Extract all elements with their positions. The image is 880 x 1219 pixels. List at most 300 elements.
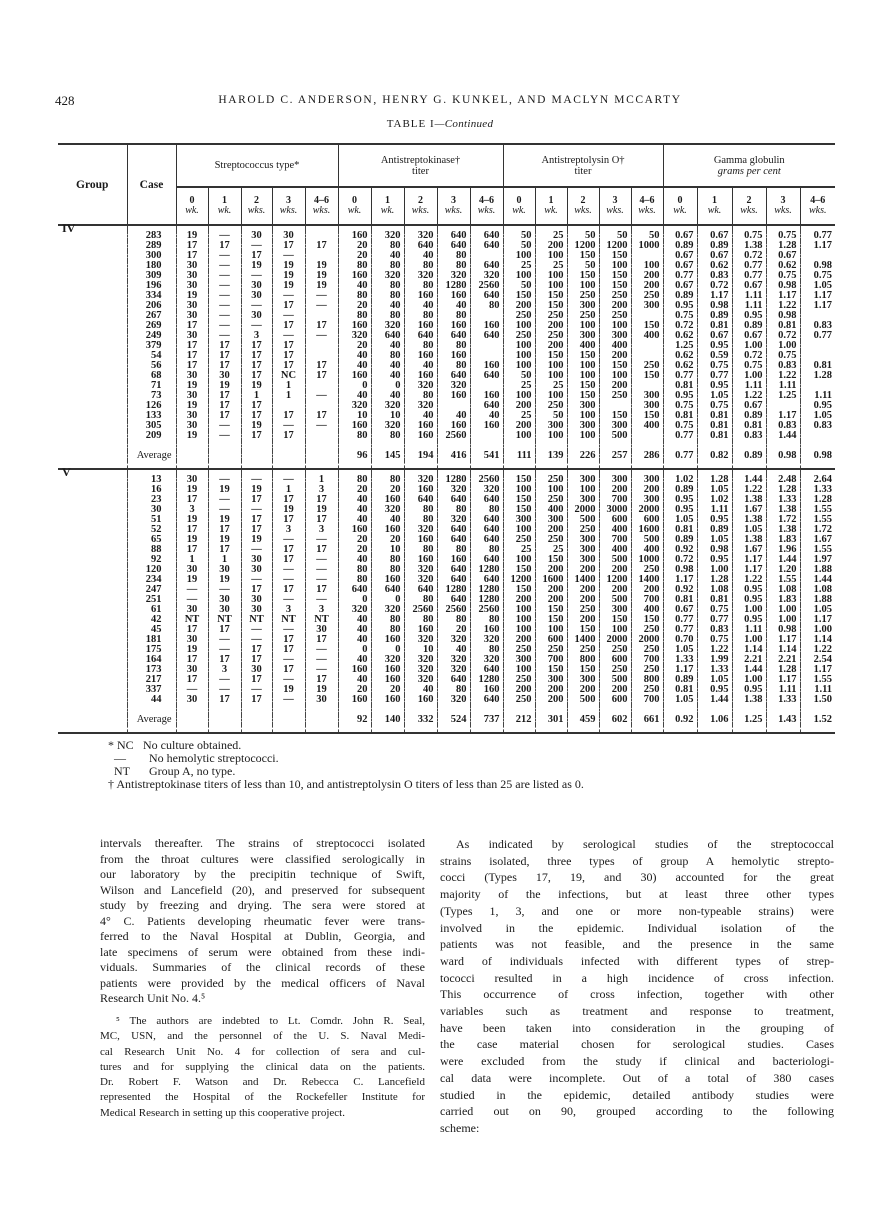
antistreptolysin-cell: 200 — [599, 351, 631, 361]
antistreptolysin-cell: 250 — [535, 401, 567, 411]
average-cell: 0.77 — [663, 451, 697, 461]
antistreptolysin-cell: 500 — [599, 555, 631, 565]
empty-cell — [305, 705, 338, 715]
gamma-globulin-cell: 1.38 — [766, 505, 800, 515]
antistreptolysin-cell: 150 — [503, 291, 535, 301]
antistreptolysin-cell: 250 — [631, 291, 663, 301]
antistreptokinase-cell: 320 — [338, 605, 371, 615]
strep-type-cell: — — [272, 655, 305, 665]
gamma-globulin-cell — [800, 431, 835, 441]
antistreptokinase-cell: 40 — [371, 371, 404, 381]
week-unit: wk. — [380, 205, 395, 216]
antistreptokinase-cell: 640 — [437, 241, 470, 251]
antistreptolysin-cell: 150 — [567, 271, 599, 281]
gamma-globulin-cell: 0.89 — [663, 291, 697, 301]
antistreptokinase-cell: 160 — [338, 271, 371, 281]
gamma-globulin-cell: 0.81 — [663, 411, 697, 421]
gamma-globulin-cell: 2.48 — [766, 475, 800, 485]
strep-type-cell: 19 — [176, 431, 208, 441]
antistreptolysin-cell: 150 — [631, 371, 663, 381]
group-cell — [58, 391, 127, 401]
strep-type-cell: 19 — [305, 281, 338, 291]
antistreptolysin-cell: 150 — [535, 555, 567, 565]
text-line: strains isolated, three types of group A hemolytic strepto- — [440, 853, 834, 868]
gamma-globulin-cell: 1.11 — [732, 625, 766, 635]
average-cell: 1.52 — [800, 715, 835, 725]
strep-type-cell: — — [305, 595, 338, 605]
text-line: Medical Research in setting up this cooperative project. — [100, 1106, 345, 1119]
strep-type-cell: 19 — [305, 271, 338, 281]
gamma-globulin-cell: 1.25 — [766, 391, 800, 401]
gamma-globulin-cell: 1.22 — [732, 485, 766, 495]
strep-type-cell: 19 — [241, 535, 272, 545]
antistreptokinase-cell: 640 — [404, 495, 437, 505]
group-cell — [58, 615, 127, 625]
week-number: 1 — [712, 195, 717, 206]
empty-cell — [176, 461, 208, 469]
gamma-globulin-cell: 1.44 — [800, 575, 835, 585]
strep-type-cell: — — [272, 625, 305, 635]
antistreptokinase-cell: 640 — [404, 331, 437, 341]
strep-type-cell: — — [208, 505, 241, 515]
text-line: scheme: — [440, 1120, 480, 1135]
empty-cell — [470, 725, 503, 733]
antistreptokinase-cell: 80 — [371, 261, 404, 271]
antistreptolysin-cell: 100 — [567, 361, 599, 371]
strep-type-cell: 19 — [208, 535, 241, 545]
antistreptolysin-cell: 200 — [535, 321, 567, 331]
strep-type-cell: 17 — [272, 515, 305, 525]
antistreptokinase-cell: 40 — [437, 301, 470, 311]
gamma-globulin-cell: 1.00 — [766, 615, 800, 625]
antistreptolysin-cell: 100 — [535, 431, 567, 441]
antistreptokinase-cell: 80 — [338, 431, 371, 441]
antistreptolysin-title: Antistreptolysin O† — [541, 154, 625, 166]
strep-type-cell: — — [305, 555, 338, 565]
gamma-globulin-subtitle: grams per cent — [717, 165, 781, 177]
strep-type-cell: — — [272, 311, 305, 321]
strep-type-cell: 17 — [272, 411, 305, 421]
antistreptolysin-cell: 400 — [631, 605, 663, 615]
antistreptokinase-cell: 640 — [470, 535, 503, 545]
antistreptolysin-cell: 150 — [567, 251, 599, 261]
gamma-globulin-cell: 1.25 — [663, 341, 697, 351]
antistreptolysin-cell: 1200 — [503, 575, 535, 585]
ask-week-header — [338, 187, 371, 225]
gamma-globulin-cell: 0.72 — [766, 331, 800, 341]
week-unit: wks. — [247, 205, 266, 216]
antistreptokinase-cell: 640 — [371, 331, 404, 341]
antistreptolysin-cell: 300 — [631, 301, 663, 311]
group-label: IV — [62, 221, 76, 235]
strep-type-cell: 19 — [241, 485, 272, 495]
gamma-globulin-cell: 1.08 — [766, 585, 800, 595]
case-number: 283 — [127, 231, 176, 241]
average-cell — [208, 715, 241, 725]
antistreptokinase-header — [338, 144, 503, 187]
strep-type-cell: 17 — [272, 645, 305, 655]
antistreptolysin-cell: 250 — [567, 291, 599, 301]
empty-cell — [272, 705, 305, 715]
antistreptolysin-cell: 100 — [503, 351, 535, 361]
antistreptolysin-cell: 150 — [599, 271, 631, 281]
empty-cell — [503, 461, 535, 469]
empty-cell — [338, 461, 371, 469]
week-number: 3 — [780, 195, 786, 206]
text-line: ⁵ The authors are indebted to Lt. Comdr. John R. Seal, — [116, 1015, 425, 1027]
case-number: 181 — [127, 635, 176, 645]
gamma-globulin-cell: 1.17 — [800, 665, 835, 675]
average-cell: 92 — [338, 715, 371, 725]
strep-type-cell: NT — [305, 615, 338, 625]
strep-type-cell: 19 — [176, 515, 208, 525]
antistreptolysin-cell: 600 — [599, 695, 631, 705]
text-line: variables such as treatment and response to treatment, — [440, 1004, 834, 1019]
text-line: represented the Hospital of the Rockefeller Institute for — [100, 1091, 425, 1104]
antistreptolysin-cell: 250 — [599, 665, 631, 675]
gamma-globulin-cell: 1.05 — [697, 535, 732, 545]
antistreptolysin-cell: 150 — [503, 495, 535, 505]
gamma-globulin-cell: 0.83 — [766, 361, 800, 371]
case-number: 44 — [127, 695, 176, 705]
gamma-globulin-cell: 0.75 — [697, 401, 732, 411]
average-cell — [208, 451, 241, 461]
antistreptokinase-cell: 320 — [404, 665, 437, 675]
gamma-globulin-cell: 0.98 — [766, 281, 800, 291]
antistreptolysin-cell: 200 — [535, 525, 567, 535]
antistreptokinase-cell: 80 — [404, 505, 437, 515]
empty-cell — [732, 725, 766, 733]
week-unit: wks. — [638, 205, 656, 216]
antistreptolysin-cell: 100 — [503, 271, 535, 281]
antistreptokinase-cell: 40 — [404, 301, 437, 311]
empty-cell — [208, 441, 241, 451]
gamma-globulin-cell: 0.89 — [663, 241, 697, 251]
antistreptolysin-cell: 100 — [503, 361, 535, 371]
text-line: our laboratory by the precipitin technique of Swift, — [100, 867, 425, 881]
antistreptolysin-cell: 300 — [567, 675, 599, 685]
strep-type-cell: — — [208, 431, 241, 441]
gamma-globulin-cell: 0.62 — [766, 261, 800, 271]
strep-type-cell: — — [272, 251, 305, 261]
gamma-globulin-cell: 1.17 — [766, 411, 800, 421]
gamma-globulin-cell: 1.72 — [800, 525, 835, 535]
strep-type-cell: 17 — [272, 555, 305, 565]
strep-type-cell: — — [241, 545, 272, 555]
empty-cell — [599, 461, 631, 469]
gamma-globulin-cell: 0.77 — [663, 615, 697, 625]
antistreptokinase-cell: 40 — [338, 495, 371, 505]
antistreptokinase-cell: 640 — [470, 515, 503, 525]
antistreptokinase-cell: 40 — [437, 645, 470, 655]
strep-type-cell: 17 — [241, 515, 272, 525]
strep-type-cell: 17 — [208, 655, 241, 665]
gamma-globulin-cell: 1.22 — [697, 645, 732, 655]
antistreptokinase-cell — [470, 341, 503, 351]
strep-type-cell: 30 — [241, 555, 272, 565]
antistreptokinase-cell: 320 — [404, 575, 437, 585]
case-number: 209 — [127, 431, 176, 441]
empty-cell — [127, 725, 176, 733]
antistreptolysin-cell: 300 — [535, 421, 567, 431]
strep-type-cell: 30 — [208, 371, 241, 381]
case-number: 217 — [127, 675, 176, 685]
gamma-globulin-cell: 0.72 — [697, 281, 732, 291]
antistreptolysin-cell: 150 — [631, 321, 663, 331]
case-number: 247 — [127, 585, 176, 595]
gamma-globulin-cell: 0.81 — [697, 431, 732, 441]
antistreptokinase-cell: 320 — [470, 485, 503, 495]
antistreptokinase-cell: 640 — [470, 371, 503, 381]
antistreptokinase-title: Antistreptokinase† — [380, 154, 461, 166]
case-number: 249 — [127, 331, 176, 341]
case-number: 23 — [127, 495, 176, 505]
empty-cell — [241, 461, 272, 469]
strep-type-cell: 1 — [176, 555, 208, 565]
text-line: ferred to the Naval Hospital at Dublin, Georgia, and — [100, 929, 425, 943]
antistreptolysin-cell: 1400 — [567, 575, 599, 585]
text-line: Dr. Robert F. Watson and Dr. Rebecca C. Lancefield — [100, 1076, 425, 1089]
gamma-globulin-cell: 0.67 — [732, 281, 766, 291]
antistreptokinase-cell: 160 — [437, 391, 470, 401]
week-number: 2 — [254, 195, 259, 206]
antistreptokinase-cell: 160 — [338, 231, 371, 241]
empty-cell — [272, 725, 305, 733]
antistreptolysin-cell: 400 — [599, 341, 631, 351]
average-cell: 257 — [599, 451, 631, 461]
antistreptolysin-cell: 100 — [503, 625, 535, 635]
antistreptokinase-cell: 320 — [371, 655, 404, 665]
gamma-globulin-cell: 1.28 — [766, 485, 800, 495]
antistreptokinase-cell: 20 — [338, 545, 371, 555]
case-number: 120 — [127, 565, 176, 575]
antistreptolysin-cell: 50 — [503, 371, 535, 381]
strep-type-cell: 19 — [208, 515, 241, 525]
group-cell — [58, 485, 127, 495]
strep-type-cell: 17 — [305, 371, 338, 381]
text-line: involved in the epidemic. Individual isolation of the — [440, 920, 834, 935]
antistreptokinase-cell: 640 — [470, 401, 503, 411]
antistreptolysin-cell: 100 — [503, 341, 535, 351]
strep-type-cell: — — [208, 231, 241, 241]
antistreptolysin-cell: 50 — [503, 241, 535, 251]
antistreptokinase-cell: 160 — [404, 321, 437, 331]
antistreptokinase-cell: 160 — [404, 351, 437, 361]
antistreptokinase-cell: 20 — [338, 485, 371, 495]
week-number: 1 — [548, 195, 554, 206]
antistreptolysin-cell: 2000 — [599, 635, 631, 645]
average-cell — [305, 451, 338, 461]
antistreptokinase-cell: 160 — [437, 321, 470, 331]
antistreptokinase-cell: 160 — [404, 625, 437, 635]
antistreptokinase-cell: 640 — [338, 585, 371, 595]
antistreptokinase-cell: 80 — [404, 615, 437, 625]
antistreptolysin-cell: 400 — [599, 525, 631, 535]
antistreptokinase-cell: 80 — [371, 281, 404, 291]
antistreptolysin-cell: 50 — [503, 231, 535, 241]
antistreptolysin-cell: 250 — [567, 645, 599, 655]
gamma-globulin-cell: 2.21 — [732, 655, 766, 665]
gamma-globulin-cell: 0.77 — [697, 371, 732, 381]
antistreptokinase-cell — [470, 431, 503, 441]
antistreptokinase-cell: 640 — [437, 675, 470, 685]
average-cell — [272, 715, 305, 725]
antistreptolysin-cell: 1600 — [535, 575, 567, 585]
antistreptolysin-cell: 150 — [631, 615, 663, 625]
gamma-globulin-cell: 0.67 — [766, 251, 800, 261]
case-number: 234 — [127, 575, 176, 585]
strep-type-cell: — — [176, 685, 208, 695]
antistreptokinase-cell: 320 — [371, 605, 404, 615]
antistreptokinase-cell: 40 — [371, 251, 404, 261]
antistreptolysin-cell: 100 — [535, 485, 567, 495]
empty-cell — [663, 725, 697, 733]
strep-type-cell: 17 — [176, 351, 208, 361]
group-cell — [58, 381, 127, 391]
antistreptolysin-cell: 2000 — [567, 505, 599, 515]
group-cell — [58, 371, 127, 381]
empty-cell — [437, 461, 470, 469]
gamma-globulin-cell: 1.17 — [766, 635, 800, 645]
antistreptokinase-cell: 640 — [437, 371, 470, 381]
antistreptolysin-cell: 200 — [535, 241, 567, 251]
group-cell — [58, 321, 127, 331]
antistreptolysin-cell: 150 — [567, 625, 599, 635]
gamma-globulin-cell: 1.05 — [697, 485, 732, 495]
strep-type-cell: 17 — [176, 545, 208, 555]
antistreptokinase-cell: 10 — [371, 411, 404, 421]
gamma-globulin-cell: 1.55 — [800, 545, 835, 555]
gamma-globulin-cell: 1.17 — [766, 675, 800, 685]
antistreptolysin-cell: 100 — [567, 321, 599, 331]
strep-type-cell: 17 — [241, 585, 272, 595]
strep-type-cell: 17 — [241, 645, 272, 655]
group-cell — [58, 595, 127, 605]
gamma-globulin-cell: 1.55 — [766, 575, 800, 585]
average-label: Average — [127, 451, 176, 461]
antistreptolysin-cell: 150 — [535, 351, 567, 361]
gamma-globulin-cell: 1.44 — [766, 431, 800, 441]
case-number: 289 — [127, 241, 176, 251]
antistreptokinase-cell: 80 — [338, 261, 371, 271]
gamma-globulin-cell: 0.98 — [766, 311, 800, 321]
antistreptolysin-cell: 250 — [535, 331, 567, 341]
antistreptolysin-cell: 700 — [631, 595, 663, 605]
antistreptokinase-cell: 320 — [470, 655, 503, 665]
text-line: patients was not feasible, and the presence in the same — [440, 937, 834, 952]
antistreptokinase-cell: 80 — [470, 505, 503, 515]
gamma-globulin-cell: 0.62 — [663, 361, 697, 371]
week-number: 1 — [385, 195, 390, 206]
strep-type-cell: 17 — [241, 495, 272, 505]
strep-type-cell: 1 — [305, 475, 338, 485]
antistreptokinase-cell: 320 — [404, 525, 437, 535]
empty-cell — [437, 725, 470, 733]
strep-type-cell: — — [272, 291, 305, 301]
antistreptolysin-cell: 250 — [503, 535, 535, 545]
antistreptolysin-cell: 200 — [631, 485, 663, 495]
gamma-globulin-cell: 1.05 — [663, 695, 697, 705]
antistreptokinase-cell: 40 — [404, 685, 437, 695]
strep-type-cell: — — [208, 291, 241, 301]
antistreptokinase-cell: 160 — [338, 371, 371, 381]
case-number: 309 — [127, 271, 176, 281]
gamma-globulin-cell: 1.11 — [766, 381, 800, 391]
antistreptokinase-cell: 160 — [371, 495, 404, 505]
antistreptolysin-cell: 100 — [535, 361, 567, 371]
gamma-globulin-cell: 1.38 — [732, 695, 766, 705]
text-line: Research Unit No. 4.⁵ — [100, 991, 206, 1005]
strep-type-cell: 17 — [241, 675, 272, 685]
gamma-globulin-cell: 0.95 — [663, 301, 697, 311]
antistreptokinase-cell: 2560 — [404, 605, 437, 615]
group-cell — [58, 401, 127, 411]
antistreptokinase-cell: 40 — [338, 655, 371, 665]
gamma-globulin-cell: 0.72 — [732, 351, 766, 361]
gamma-globulin-cell: 0.67 — [732, 401, 766, 411]
strep-type-cell: 30 — [176, 331, 208, 341]
strep-type-cell: 19 — [176, 645, 208, 655]
empty-cell — [371, 461, 404, 469]
aso-week-header — [631, 187, 663, 225]
strep-type-cell: 17 — [272, 635, 305, 645]
antistreptolysin-cell: 3000 — [599, 505, 631, 515]
strep-type-cell: 19 — [208, 381, 241, 391]
strep-type-cell: 30 — [176, 371, 208, 381]
gamma-globulin-cell: 1.83 — [766, 595, 800, 605]
strep-type-cell: — — [272, 475, 305, 485]
week-number: 0 — [516, 195, 522, 206]
antistreptokinase-cell: 320 — [470, 635, 503, 645]
strep-type-cell: 30 — [176, 605, 208, 615]
text-line: (Types 1, 3, and one or more non-typeable strains) were — [440, 903, 834, 918]
strep-type-cell: 3 — [305, 485, 338, 495]
gamma-globulin-cell: 0.77 — [663, 431, 697, 441]
week-number: 3 — [286, 195, 291, 206]
strep-type-cell: 3 — [272, 525, 305, 535]
empty-cell — [663, 461, 697, 469]
antistreptolysin-cell: 500 — [567, 515, 599, 525]
strep-week-header — [272, 187, 305, 225]
antistreptolysin-cell: 1400 — [631, 575, 663, 585]
average-cell: 541 — [470, 451, 503, 461]
case-number: 65 — [127, 535, 176, 545]
week-number: 4–6 — [810, 195, 826, 206]
strep-type-cell: 17 — [208, 241, 241, 251]
antistreptokinase-cell: 80 — [470, 301, 503, 311]
strep-type-cell: — — [305, 565, 338, 575]
group-cell — [58, 281, 127, 291]
gamma-globulin-cell: 0.81 — [697, 321, 732, 331]
antistreptokinase-cell: 80 — [371, 615, 404, 625]
strep-type-cell: 30 — [176, 261, 208, 271]
antistreptokinase-cell: 640 — [470, 231, 503, 241]
week-unit: wks. — [574, 205, 592, 216]
antistreptokinase-cell: 80 — [338, 311, 371, 321]
gamma-globulin-cell: 0.77 — [697, 615, 732, 625]
text-line: This occurrence of cross infection, together with other — [440, 987, 834, 1002]
page-number: 428 — [55, 93, 75, 108]
antistreptokinase-cell: 80 — [404, 311, 437, 321]
antistreptolysin-cell: 100 — [503, 321, 535, 331]
antistreptolysin-cell: 200 — [535, 565, 567, 575]
antistreptolysin-cell: 1400 — [567, 635, 599, 645]
strep-type-cell: 17 — [208, 695, 241, 705]
gamma-globulin-cell: 1.96 — [766, 545, 800, 555]
antistreptolysin-cell: 100 — [567, 411, 599, 421]
antistreptokinase-cell: 1280 — [470, 565, 503, 575]
empty-cell — [272, 461, 305, 469]
